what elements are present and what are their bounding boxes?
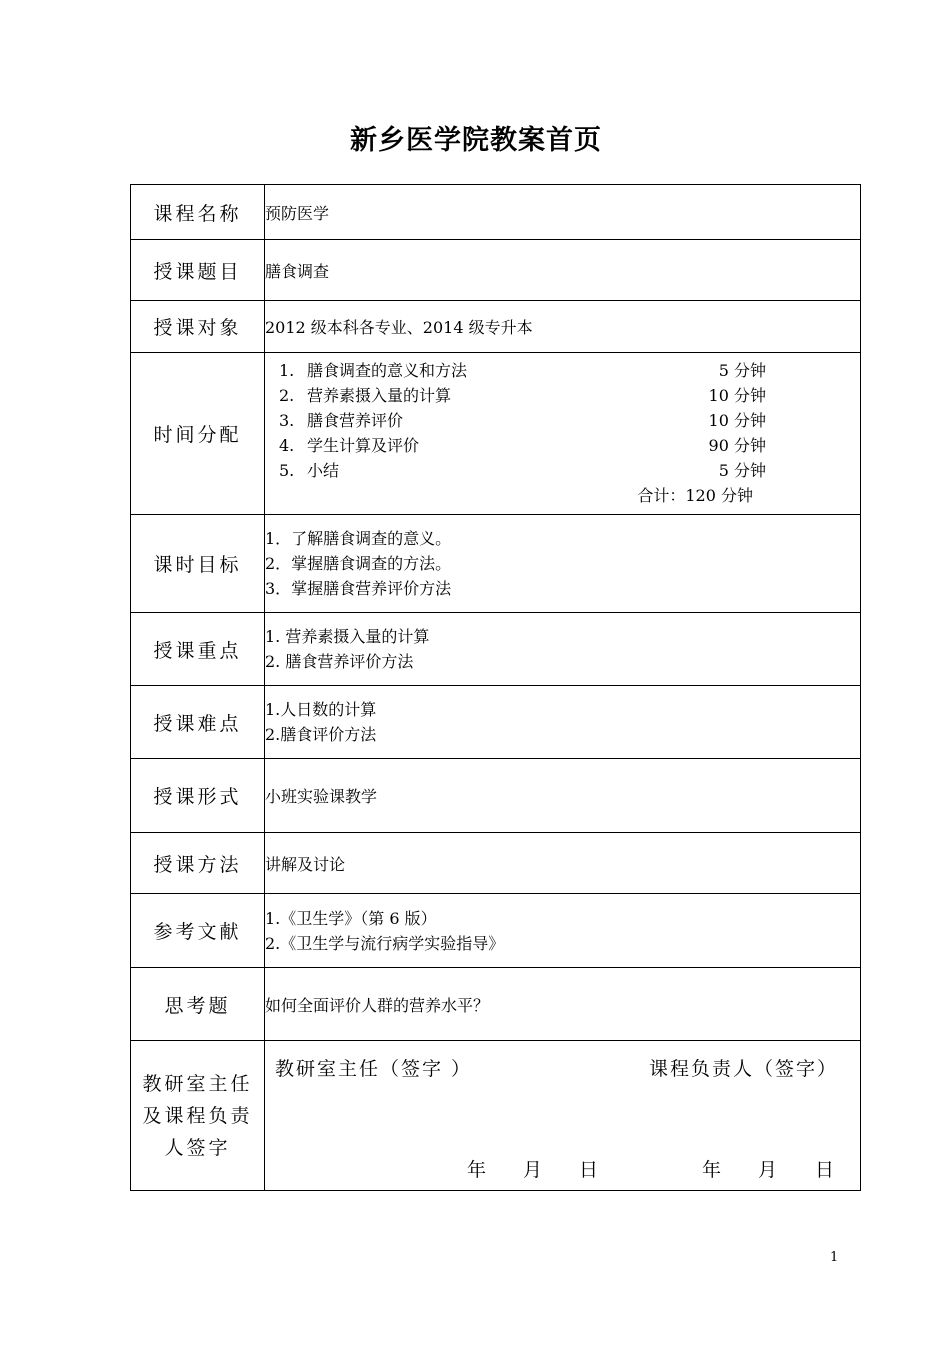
allocation-item xyxy=(279,433,860,458)
allocation-item-text: 膳食调查的意义和方法 xyxy=(307,360,468,380)
time-allocation-cell xyxy=(265,353,861,515)
difficulties-cell xyxy=(265,686,861,759)
director-date-month: 月 xyxy=(523,1158,543,1181)
difficulties-label: 授课难点 xyxy=(131,686,265,759)
course-name-label: 课程名称 xyxy=(131,185,265,240)
allocation-item-time: 10 分钟 xyxy=(708,385,766,405)
row-key-points xyxy=(131,613,861,686)
objective-item: 1．了解膳食调查的意义。 xyxy=(265,529,452,548)
allocation-item-num: 2. xyxy=(279,385,295,405)
allocation-item xyxy=(279,383,860,408)
format-value: 小班实验课教学 xyxy=(265,759,861,833)
difficulty-item: 2.膳食评价方法 xyxy=(265,725,377,744)
method-label: 授课方法 xyxy=(131,833,265,894)
row-objectives xyxy=(131,515,861,613)
page-number: 1 xyxy=(830,1250,839,1265)
allocation-item-text: 营养素摄入量的计算 xyxy=(307,385,452,405)
key-points-label: 授课重点 xyxy=(131,613,265,686)
allocation-item-num: 4. xyxy=(279,435,295,455)
row-format xyxy=(131,759,861,833)
allocation-item xyxy=(279,358,860,383)
row-references xyxy=(131,894,861,968)
allocation-total: 合计：120 分钟 xyxy=(637,485,753,505)
key-point-item: 2. 膳食营养评价方法 xyxy=(265,652,414,671)
signature-label xyxy=(131,1041,265,1191)
question-label: 思考题 xyxy=(131,968,265,1041)
references-cell xyxy=(265,894,861,968)
references-label: 参考文献 xyxy=(131,894,265,968)
key-point-item: 1. 营养素摄入量的计算 xyxy=(265,627,430,646)
director-signature: 教研室主任（签字 ） xyxy=(275,1057,473,1080)
allocation-item-time: 90 分钟 xyxy=(708,435,766,455)
row-audience xyxy=(131,301,861,353)
allocation-item-time: 10 分钟 xyxy=(708,410,766,430)
allocation-item-num: 5. xyxy=(279,460,295,480)
leader-date-year: 年 xyxy=(702,1158,722,1181)
audience-label: 授课对象 xyxy=(131,301,265,353)
row-signature xyxy=(131,1041,861,1191)
allocation-item-time: 5 分钟 xyxy=(718,460,766,480)
objectives-label: 课时目标 xyxy=(131,515,265,613)
allocation-item xyxy=(279,408,860,433)
director-date-day: 日 xyxy=(579,1158,599,1181)
row-difficulties xyxy=(131,686,861,759)
signature-label-line: 及课程负责 xyxy=(142,1104,253,1127)
signature-cell xyxy=(265,1041,861,1191)
time-allocation-label: 时间分配 xyxy=(131,353,265,515)
row-question xyxy=(131,968,861,1041)
signature-label-line: 教研室主任 xyxy=(142,1072,253,1095)
leader-date-month: 月 xyxy=(758,1158,778,1181)
allocation-item-text: 小结 xyxy=(307,460,340,480)
allocation-item xyxy=(279,458,860,483)
difficulty-item: 1.人日数的计算 xyxy=(265,700,377,719)
row-time-allocation xyxy=(131,353,861,515)
allocation-item-num: 1. xyxy=(279,360,295,380)
reference-item: 1.《卫生学》（第 6 版） xyxy=(265,908,437,928)
topic-value: 膳食调查 xyxy=(265,240,861,301)
row-method xyxy=(131,833,861,894)
reference-item: 2.《卫生学与流行病学实验指导》 xyxy=(265,933,505,953)
lesson-plan-table xyxy=(130,184,861,1191)
key-points-cell xyxy=(265,613,861,686)
topic-label: 授课题目 xyxy=(131,240,265,301)
allocation-item-time: 5 分钟 xyxy=(718,360,766,380)
format-label: 授课形式 xyxy=(131,759,265,833)
row-topic xyxy=(131,240,861,301)
objective-item: 2．掌握膳食调查的方法。 xyxy=(265,554,452,573)
objectives-cell xyxy=(265,515,861,613)
director-date-year: 年 xyxy=(467,1158,487,1181)
leader-date-day: 日 xyxy=(815,1158,835,1181)
page-title: 新乡医学院教案首页 xyxy=(350,125,602,156)
course-name-value: 预防医学 xyxy=(265,185,861,240)
leader-signature: 课程负责人（签字） xyxy=(648,1057,838,1080)
allocation-item-num: 3. xyxy=(279,410,295,430)
row-course-name xyxy=(131,185,861,240)
allocation-item-text: 学生计算及评价 xyxy=(307,435,420,455)
signature-label-line: 人签字 xyxy=(164,1136,231,1159)
question-value: 如何全面评价人群的营养水平？ xyxy=(265,968,861,1041)
method-value: 讲解及讨论 xyxy=(265,833,861,894)
audience-value: 2012 级本科各专业、2014 级专升本 xyxy=(265,301,861,353)
allocation-item-text: 膳食营养评价 xyxy=(307,410,404,430)
objective-item: 3．掌握膳食营养评价方法 xyxy=(265,579,452,598)
